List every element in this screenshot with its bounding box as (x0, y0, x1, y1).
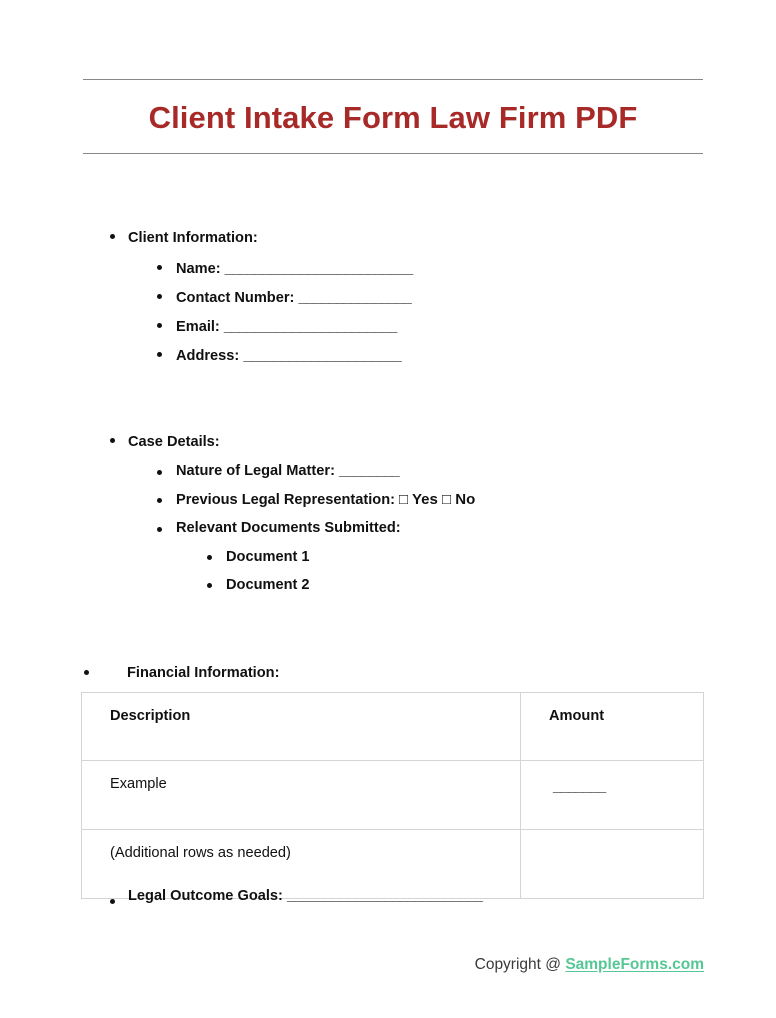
field-legal-outcome-goals (128, 889, 482, 904)
bullet-icon (157, 498, 162, 503)
field-relevant-documents-submitted: Relevant Documents Submitted: (176, 520, 401, 536)
field-contact-number (176, 291, 411, 306)
brand-link[interactable]: SampleForms.com (565, 956, 704, 973)
bullet-icon (157, 470, 162, 475)
bullet-icon (157, 323, 162, 328)
title-block (83, 79, 703, 154)
cell-description: Example (82, 761, 521, 830)
bullet-icon (157, 527, 162, 532)
field-blank: _______________ (298, 290, 412, 306)
table-row (82, 761, 704, 830)
field-label: Previous Legal Representation: (176, 492, 395, 508)
field-name (176, 262, 413, 277)
page-title: Client Intake Form Law Firm PDF (148, 100, 638, 135)
copyright-text: Copyright @ (474, 956, 566, 973)
field-blank: _____________________ (243, 348, 402, 364)
section-heading-case-details: Case Details: (128, 434, 220, 450)
section-heading-financial-information: Financial Information: (127, 665, 280, 681)
financial-table (81, 692, 704, 899)
bullet-icon (110, 899, 115, 904)
title-rule-bottom (83, 153, 703, 154)
field-previous-legal-representation (176, 492, 475, 508)
bullet-icon (110, 438, 115, 443)
bullet-icon (84, 670, 89, 675)
column-header-description: Description (82, 693, 521, 761)
field-blank: __________________________ (286, 888, 483, 904)
bullet-icon (110, 234, 115, 239)
bullet-icon (207, 583, 212, 588)
field-label: Nature of Legal Matter: (176, 463, 335, 479)
field-nature-of-legal-matter (176, 464, 399, 479)
section-heading-client-information: Client Information: (128, 230, 258, 246)
field-label: Contact Number: (176, 290, 295, 306)
cell-amount (521, 830, 704, 899)
checkbox-options-yes-no[interactable]: □ Yes □ No (399, 491, 476, 508)
column-header-amount: Amount (521, 693, 704, 761)
bullet-icon (207, 555, 212, 560)
field-label: Email: (176, 319, 220, 335)
bullet-icon (157, 352, 162, 357)
list-item-document-2: Document 2 (226, 577, 310, 593)
bullet-icon (157, 265, 162, 270)
bullet-icon (157, 294, 162, 299)
footer (0, 957, 704, 973)
cell-description: (Additional rows as needed) (82, 830, 521, 899)
field-blank: ________ (339, 463, 400, 479)
list-item-document-1: Document 1 (226, 549, 310, 565)
table-header-row (82, 693, 704, 761)
field-label: Address: (176, 348, 240, 364)
field-blank: _________________________ (224, 261, 413, 277)
field-label: Name: (176, 261, 221, 277)
field-label: Legal Outcome Goals: (128, 888, 283, 904)
cell-amount: _______ (521, 761, 704, 830)
field-blank: _______________________ (223, 319, 397, 335)
field-email (176, 320, 397, 335)
field-address (176, 349, 401, 364)
